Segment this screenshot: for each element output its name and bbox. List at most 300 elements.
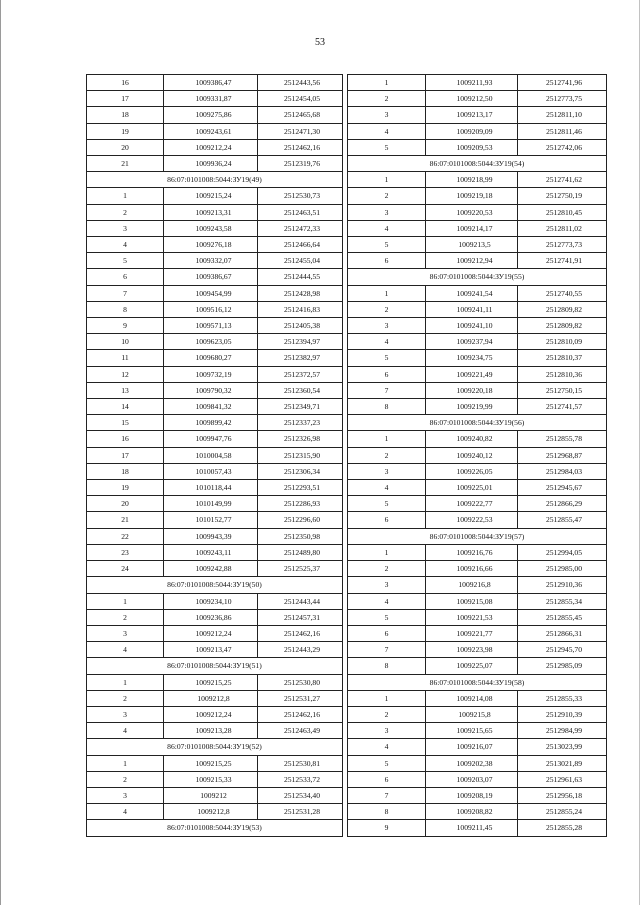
- point-number-cell: 22: [87, 528, 164, 544]
- point-number-cell: 3: [348, 318, 426, 334]
- table-row: [348, 463, 607, 479]
- y-coordinate-cell: 2512306,34: [258, 463, 343, 479]
- x-coordinate-cell: 1009212,8: [164, 804, 258, 820]
- x-coordinate-cell: 1009454,99: [164, 285, 258, 301]
- point-number-cell: 6: [348, 625, 426, 641]
- x-coordinate-cell: 1009215,24: [164, 188, 258, 204]
- x-coordinate-cell: 1009226,05: [426, 463, 518, 479]
- point-number-cell: 8: [348, 399, 426, 415]
- table-row: [348, 431, 607, 447]
- point-number-cell: 13: [87, 382, 164, 398]
- y-coordinate-cell: 2512742,06: [518, 139, 607, 155]
- table-row: [348, 480, 607, 496]
- y-coordinate-cell: 2512462,16: [258, 706, 343, 722]
- point-number-cell: 6: [348, 366, 426, 382]
- y-coordinate-cell: 2512910,39: [518, 706, 607, 722]
- table-row: [87, 269, 343, 285]
- table-row: [348, 804, 607, 820]
- page-edge-left: [0, 0, 1, 905]
- y-coordinate-cell: 2512349,71: [258, 399, 343, 415]
- table-row: [87, 642, 343, 658]
- point-number-cell: 1: [348, 75, 426, 91]
- table-row: [87, 706, 343, 722]
- y-coordinate-cell: 2512956,18: [518, 787, 607, 803]
- parcel-id: 86:07:0101008:5044:ЗУ19(58): [348, 674, 607, 690]
- x-coordinate-cell: 1010057,43: [164, 463, 258, 479]
- table-row: [87, 609, 343, 625]
- point-number-cell: 3: [87, 625, 164, 641]
- y-coordinate-cell: 2512810,45: [518, 204, 607, 220]
- table-row: [348, 787, 607, 803]
- x-coordinate-cell: 1009212,24: [164, 139, 258, 155]
- y-coordinate-cell: 2512741,96: [518, 75, 607, 91]
- table-row: [87, 253, 343, 269]
- x-coordinate-cell: 1009212,8: [164, 690, 258, 706]
- x-coordinate-cell: 1009222,53: [426, 512, 518, 528]
- x-coordinate-cell: 1009208,82: [426, 804, 518, 820]
- x-coordinate-cell: 1009386,67: [164, 269, 258, 285]
- point-number-cell: 2: [348, 301, 426, 317]
- point-number-cell: 19: [87, 123, 164, 139]
- table-row: [348, 188, 607, 204]
- point-number-cell: 1: [348, 690, 426, 706]
- table-row: [87, 334, 343, 350]
- point-number-cell: 6: [348, 253, 426, 269]
- y-coordinate-cell: 2512463,51: [258, 204, 343, 220]
- x-coordinate-cell: 1009841,32: [164, 399, 258, 415]
- y-coordinate-cell: 2512855,47: [518, 512, 607, 528]
- y-coordinate-cell: 2513021,89: [518, 755, 607, 771]
- x-coordinate-cell: 1009234,10: [164, 593, 258, 609]
- point-number-cell: 2: [348, 447, 426, 463]
- point-number-cell: 5: [348, 139, 426, 155]
- y-coordinate-cell: 2512525,37: [258, 561, 343, 577]
- parcel-id: 86:07:0101008:5044:ЗУ19(49): [87, 172, 343, 188]
- x-coordinate-cell: 1009516,12: [164, 301, 258, 317]
- x-coordinate-cell: 1009212,24: [164, 625, 258, 641]
- point-number-cell: 5: [348, 755, 426, 771]
- table-row: [348, 220, 607, 236]
- x-coordinate-cell: 1009215,08: [426, 593, 518, 609]
- point-number-cell: 4: [348, 123, 426, 139]
- x-coordinate-cell: 1009218,99: [426, 172, 518, 188]
- table-row: [348, 642, 607, 658]
- table-row: [348, 561, 607, 577]
- y-coordinate-cell: 2512741,57: [518, 399, 607, 415]
- y-coordinate-cell: 2512462,16: [258, 625, 343, 641]
- point-number-cell: 7: [348, 787, 426, 803]
- y-coordinate-cell: 2512472,33: [258, 220, 343, 236]
- point-number-cell: 19: [87, 480, 164, 496]
- table-row: [87, 755, 343, 771]
- y-coordinate-cell: 2512416,83: [258, 301, 343, 317]
- parcel-id: 86:07:0101008:5044:ЗУ19(55): [348, 269, 607, 285]
- y-coordinate-cell: 2512382,97: [258, 350, 343, 366]
- x-coordinate-cell: 1009242,88: [164, 561, 258, 577]
- x-coordinate-cell: 1009241,10: [426, 318, 518, 334]
- table-row: [87, 285, 343, 301]
- y-coordinate-cell: 2512455,04: [258, 253, 343, 269]
- x-coordinate-cell: 1009219,18: [426, 188, 518, 204]
- x-coordinate-cell: 1009732,19: [164, 366, 258, 382]
- table-row: [348, 447, 607, 463]
- x-coordinate-cell: 1010152,77: [164, 512, 258, 528]
- point-number-cell: 4: [348, 480, 426, 496]
- y-coordinate-cell: 2512372,57: [258, 366, 343, 382]
- point-number-cell: 2: [348, 561, 426, 577]
- point-number-cell: 10: [87, 334, 164, 350]
- x-coordinate-cell: 1009237,94: [426, 334, 518, 350]
- y-coordinate-cell: 2512394,97: [258, 334, 343, 350]
- table-row: [348, 204, 607, 220]
- table-row: [87, 674, 343, 690]
- y-coordinate-cell: 2512984,03: [518, 463, 607, 479]
- y-coordinate-cell: 2512866,31: [518, 625, 607, 641]
- table-row: [87, 544, 343, 560]
- y-coordinate-cell: 2512443,29: [258, 642, 343, 658]
- point-number-cell: 3: [87, 706, 164, 722]
- page-number: 53: [315, 37, 325, 48]
- x-coordinate-cell: 1009243,58: [164, 220, 258, 236]
- y-coordinate-cell: 2512811,02: [518, 220, 607, 236]
- y-coordinate-cell: 2512855,24: [518, 804, 607, 820]
- x-coordinate-cell: 1009213,5: [426, 237, 518, 253]
- table-row: [348, 107, 607, 123]
- table-row: [348, 318, 607, 334]
- y-coordinate-cell: 2512811,10: [518, 107, 607, 123]
- table-row: [348, 609, 607, 625]
- parcel-header-row: [87, 658, 343, 674]
- y-coordinate-cell: 2512750,15: [518, 382, 607, 398]
- y-coordinate-cell: 2512855,45: [518, 609, 607, 625]
- table-row: [87, 107, 343, 123]
- point-number-cell: 6: [348, 771, 426, 787]
- table-row: [87, 156, 343, 172]
- point-number-cell: 4: [348, 220, 426, 236]
- x-coordinate-cell: 1009221,53: [426, 609, 518, 625]
- point-number-cell: 2: [87, 204, 164, 220]
- table-row: [87, 528, 343, 544]
- point-number-cell: 1: [87, 188, 164, 204]
- x-coordinate-cell: 1009899,42: [164, 415, 258, 431]
- table-row: [348, 91, 607, 107]
- parcel-id: 86:07:0101008:5044:ЗУ19(50): [87, 577, 343, 593]
- x-coordinate-cell: 1009240,12: [426, 447, 518, 463]
- point-number-cell: 7: [87, 285, 164, 301]
- table-row: [348, 593, 607, 609]
- x-coordinate-cell: 1009943,39: [164, 528, 258, 544]
- table-row: [87, 204, 343, 220]
- x-coordinate-cell: 1009214,08: [426, 690, 518, 706]
- x-coordinate-cell: 1009212,94: [426, 253, 518, 269]
- x-coordinate-cell: 1009214,17: [426, 220, 518, 236]
- point-number-cell: 16: [87, 431, 164, 447]
- y-coordinate-cell: 2512337,23: [258, 415, 343, 431]
- table-row: [348, 577, 607, 593]
- coordinates-table-left: [86, 74, 343, 837]
- x-coordinate-cell: 1009332,07: [164, 253, 258, 269]
- table-row: [87, 447, 343, 463]
- y-coordinate-cell: 2512994,05: [518, 544, 607, 560]
- table-row: [348, 723, 607, 739]
- x-coordinate-cell: 1009212: [164, 787, 258, 803]
- table-row: [348, 172, 607, 188]
- point-number-cell: 8: [348, 804, 426, 820]
- point-number-cell: 1: [348, 544, 426, 560]
- x-coordinate-cell: 1009947,76: [164, 431, 258, 447]
- point-number-cell: 15: [87, 415, 164, 431]
- x-coordinate-cell: 1009215,8: [426, 706, 518, 722]
- table-row: [87, 480, 343, 496]
- table-row: [348, 690, 607, 706]
- y-coordinate-cell: 2512443,56: [258, 75, 343, 91]
- table-row: [87, 382, 343, 398]
- x-coordinate-cell: 1009216,76: [426, 544, 518, 560]
- y-coordinate-cell: 2512326,98: [258, 431, 343, 447]
- y-coordinate-cell: 2512454,05: [258, 91, 343, 107]
- parcel-id: 86:07:0101008:5044:ЗУ19(54): [348, 156, 607, 172]
- parcel-header-row: [87, 820, 343, 836]
- y-coordinate-cell: 2512471,30: [258, 123, 343, 139]
- y-coordinate-cell: 2512530,73: [258, 188, 343, 204]
- table-row: [348, 820, 607, 836]
- table-row: [348, 512, 607, 528]
- parcel-header-row: [348, 156, 607, 172]
- parcel-id: 86:07:0101008:5044:ЗУ19(53): [87, 820, 343, 836]
- point-number-cell: 4: [87, 237, 164, 253]
- table-row: [348, 755, 607, 771]
- y-coordinate-cell: 2512443,44: [258, 593, 343, 609]
- y-coordinate-cell: 2512945,67: [518, 480, 607, 496]
- x-coordinate-cell: 1009215,65: [426, 723, 518, 739]
- table-row: [87, 771, 343, 787]
- parcel-header-row: [87, 577, 343, 593]
- y-coordinate-cell: 2512463,49: [258, 723, 343, 739]
- point-number-cell: 2: [348, 188, 426, 204]
- y-coordinate-cell: 2512462,16: [258, 139, 343, 155]
- table-row: [87, 593, 343, 609]
- y-coordinate-cell: 2512968,87: [518, 447, 607, 463]
- x-coordinate-cell: 1009623,05: [164, 334, 258, 350]
- table-row: [348, 739, 607, 755]
- x-coordinate-cell: 1009221,49: [426, 366, 518, 382]
- x-coordinate-cell: 1009211,45: [426, 820, 518, 836]
- point-number-cell: 3: [87, 220, 164, 236]
- y-coordinate-cell: 2512531,27: [258, 690, 343, 706]
- point-number-cell: 21: [87, 156, 164, 172]
- point-number-cell: 20: [87, 496, 164, 512]
- table-row: [87, 139, 343, 155]
- x-coordinate-cell: 1009680,27: [164, 350, 258, 366]
- y-coordinate-cell: 2512534,40: [258, 787, 343, 803]
- table-row: [87, 237, 343, 253]
- table-row: [87, 301, 343, 317]
- table-row: [87, 512, 343, 528]
- point-number-cell: 17: [87, 91, 164, 107]
- x-coordinate-cell: 1009215,33: [164, 771, 258, 787]
- point-number-cell: 3: [348, 577, 426, 593]
- point-number-cell: 21: [87, 512, 164, 528]
- y-coordinate-cell: 2512428,98: [258, 285, 343, 301]
- x-coordinate-cell: 1009208,19: [426, 787, 518, 803]
- x-coordinate-cell: 1009202,38: [426, 755, 518, 771]
- y-coordinate-cell: 2512866,29: [518, 496, 607, 512]
- x-coordinate-cell: 1009215,25: [164, 674, 258, 690]
- parcel-header-row: [87, 739, 343, 755]
- x-coordinate-cell: 1009213,47: [164, 642, 258, 658]
- point-number-cell: 7: [348, 382, 426, 398]
- point-number-cell: 8: [348, 658, 426, 674]
- parcel-header-row: [348, 269, 607, 285]
- table-row: [87, 350, 343, 366]
- x-coordinate-cell: 1009222,77: [426, 496, 518, 512]
- y-coordinate-cell: 2512945,70: [518, 642, 607, 658]
- table-row: [348, 706, 607, 722]
- table-row: [348, 253, 607, 269]
- x-coordinate-cell: 1009215,25: [164, 755, 258, 771]
- point-number-cell: 24: [87, 561, 164, 577]
- point-number-cell: 1: [87, 674, 164, 690]
- point-number-cell: 7: [348, 642, 426, 658]
- table-row: [87, 415, 343, 431]
- table-row: [348, 123, 607, 139]
- point-number-cell: 9: [348, 820, 426, 836]
- parcel-header-row: [87, 172, 343, 188]
- x-coordinate-cell: 1009220,18: [426, 382, 518, 398]
- x-coordinate-cell: 1010149,99: [164, 496, 258, 512]
- y-coordinate-cell: 2512405,38: [258, 318, 343, 334]
- table-row: [348, 625, 607, 641]
- point-number-cell: 4: [87, 804, 164, 820]
- y-coordinate-cell: 2512855,78: [518, 431, 607, 447]
- x-coordinate-cell: 1009225,01: [426, 480, 518, 496]
- point-number-cell: 12: [87, 366, 164, 382]
- y-coordinate-cell: 2512319,76: [258, 156, 343, 172]
- point-number-cell: 6: [87, 269, 164, 285]
- x-coordinate-cell: 1010118,44: [164, 480, 258, 496]
- x-coordinate-cell: 1009213,31: [164, 204, 258, 220]
- y-coordinate-cell: 2512810,37: [518, 350, 607, 366]
- y-coordinate-cell: 2512985,09: [518, 658, 607, 674]
- point-number-cell: 4: [348, 334, 426, 350]
- y-coordinate-cell: 2512741,62: [518, 172, 607, 188]
- table-row: [87, 431, 343, 447]
- x-coordinate-cell: 1009225,07: [426, 658, 518, 674]
- point-number-cell: 3: [348, 107, 426, 123]
- y-coordinate-cell: 2512773,75: [518, 91, 607, 107]
- x-coordinate-cell: 1009209,09: [426, 123, 518, 139]
- table-row: [348, 139, 607, 155]
- parcel-header-row: [348, 674, 607, 690]
- parcel-id: 86:07:0101008:5044:ЗУ19(57): [348, 528, 607, 544]
- point-number-cell: 3: [348, 204, 426, 220]
- y-coordinate-cell: 2512531,28: [258, 804, 343, 820]
- point-number-cell: 8: [87, 301, 164, 317]
- x-coordinate-cell: 1009236,86: [164, 609, 258, 625]
- point-number-cell: 2: [348, 706, 426, 722]
- y-coordinate-cell: 2512855,33: [518, 690, 607, 706]
- table-row: [87, 123, 343, 139]
- x-coordinate-cell: 1009243,61: [164, 123, 258, 139]
- y-coordinate-cell: 2512360,54: [258, 382, 343, 398]
- point-number-cell: 1: [348, 285, 426, 301]
- y-coordinate-cell: 2512750,19: [518, 188, 607, 204]
- point-number-cell: 5: [348, 496, 426, 512]
- y-coordinate-cell: 2512286,93: [258, 496, 343, 512]
- y-coordinate-cell: 2512740,55: [518, 285, 607, 301]
- point-number-cell: 4: [348, 593, 426, 609]
- point-number-cell: 17: [87, 447, 164, 463]
- x-coordinate-cell: 1009234,75: [426, 350, 518, 366]
- point-number-cell: 4: [87, 723, 164, 739]
- parcel-header-row: [348, 415, 607, 431]
- table-row: [348, 350, 607, 366]
- x-coordinate-cell: 1009216,07: [426, 739, 518, 755]
- table-row: [348, 334, 607, 350]
- y-coordinate-cell: 2512530,80: [258, 674, 343, 690]
- table-row: [87, 91, 343, 107]
- x-coordinate-cell: 1009331,87: [164, 91, 258, 107]
- y-coordinate-cell: 2512910,36: [518, 577, 607, 593]
- y-coordinate-cell: 2512855,34: [518, 593, 607, 609]
- y-coordinate-cell: 2512985,00: [518, 561, 607, 577]
- table-row: [348, 544, 607, 560]
- point-number-cell: 2: [87, 690, 164, 706]
- table-row: [348, 658, 607, 674]
- x-coordinate-cell: 1009203,07: [426, 771, 518, 787]
- x-coordinate-cell: 1009275,86: [164, 107, 258, 123]
- point-number-cell: 20: [87, 139, 164, 155]
- table-row: [87, 318, 343, 334]
- x-coordinate-cell: 1009571,13: [164, 318, 258, 334]
- table-row: [348, 771, 607, 787]
- y-coordinate-cell: 2512315,90: [258, 447, 343, 463]
- table-row: [348, 301, 607, 317]
- point-number-cell: 4: [348, 739, 426, 755]
- y-coordinate-cell: 2512810,36: [518, 366, 607, 382]
- y-coordinate-cell: 2512465,68: [258, 107, 343, 123]
- y-coordinate-cell: 2512741,91: [518, 253, 607, 269]
- point-number-cell: 16: [87, 75, 164, 91]
- x-coordinate-cell: 1009243,11: [164, 544, 258, 560]
- y-coordinate-cell: 2512296,60: [258, 512, 343, 528]
- x-coordinate-cell: 1009213,28: [164, 723, 258, 739]
- x-coordinate-cell: 1009223,98: [426, 642, 518, 658]
- table-row: [348, 496, 607, 512]
- point-number-cell: 6: [348, 512, 426, 528]
- y-coordinate-cell: 2512773,73: [518, 237, 607, 253]
- parcel-id: 86:07:0101008:5044:ЗУ19(56): [348, 415, 607, 431]
- x-coordinate-cell: 1009790,32: [164, 382, 258, 398]
- y-coordinate-cell: 2512530,81: [258, 755, 343, 771]
- table-row: [87, 496, 343, 512]
- point-number-cell: 1: [348, 431, 426, 447]
- x-coordinate-cell: 1009386,47: [164, 75, 258, 91]
- x-coordinate-cell: 1009212,24: [164, 706, 258, 722]
- x-coordinate-cell: 1009219,99: [426, 399, 518, 415]
- table-row: [87, 625, 343, 641]
- table-row: [87, 690, 343, 706]
- point-number-cell: 5: [348, 350, 426, 366]
- table-row: [348, 285, 607, 301]
- y-coordinate-cell: 2513023,99: [518, 739, 607, 755]
- y-coordinate-cell: 2512457,31: [258, 609, 343, 625]
- table-row: [87, 561, 343, 577]
- table-row: [348, 237, 607, 253]
- point-number-cell: 5: [87, 253, 164, 269]
- point-number-cell: 18: [87, 463, 164, 479]
- x-coordinate-cell: 1009241,54: [426, 285, 518, 301]
